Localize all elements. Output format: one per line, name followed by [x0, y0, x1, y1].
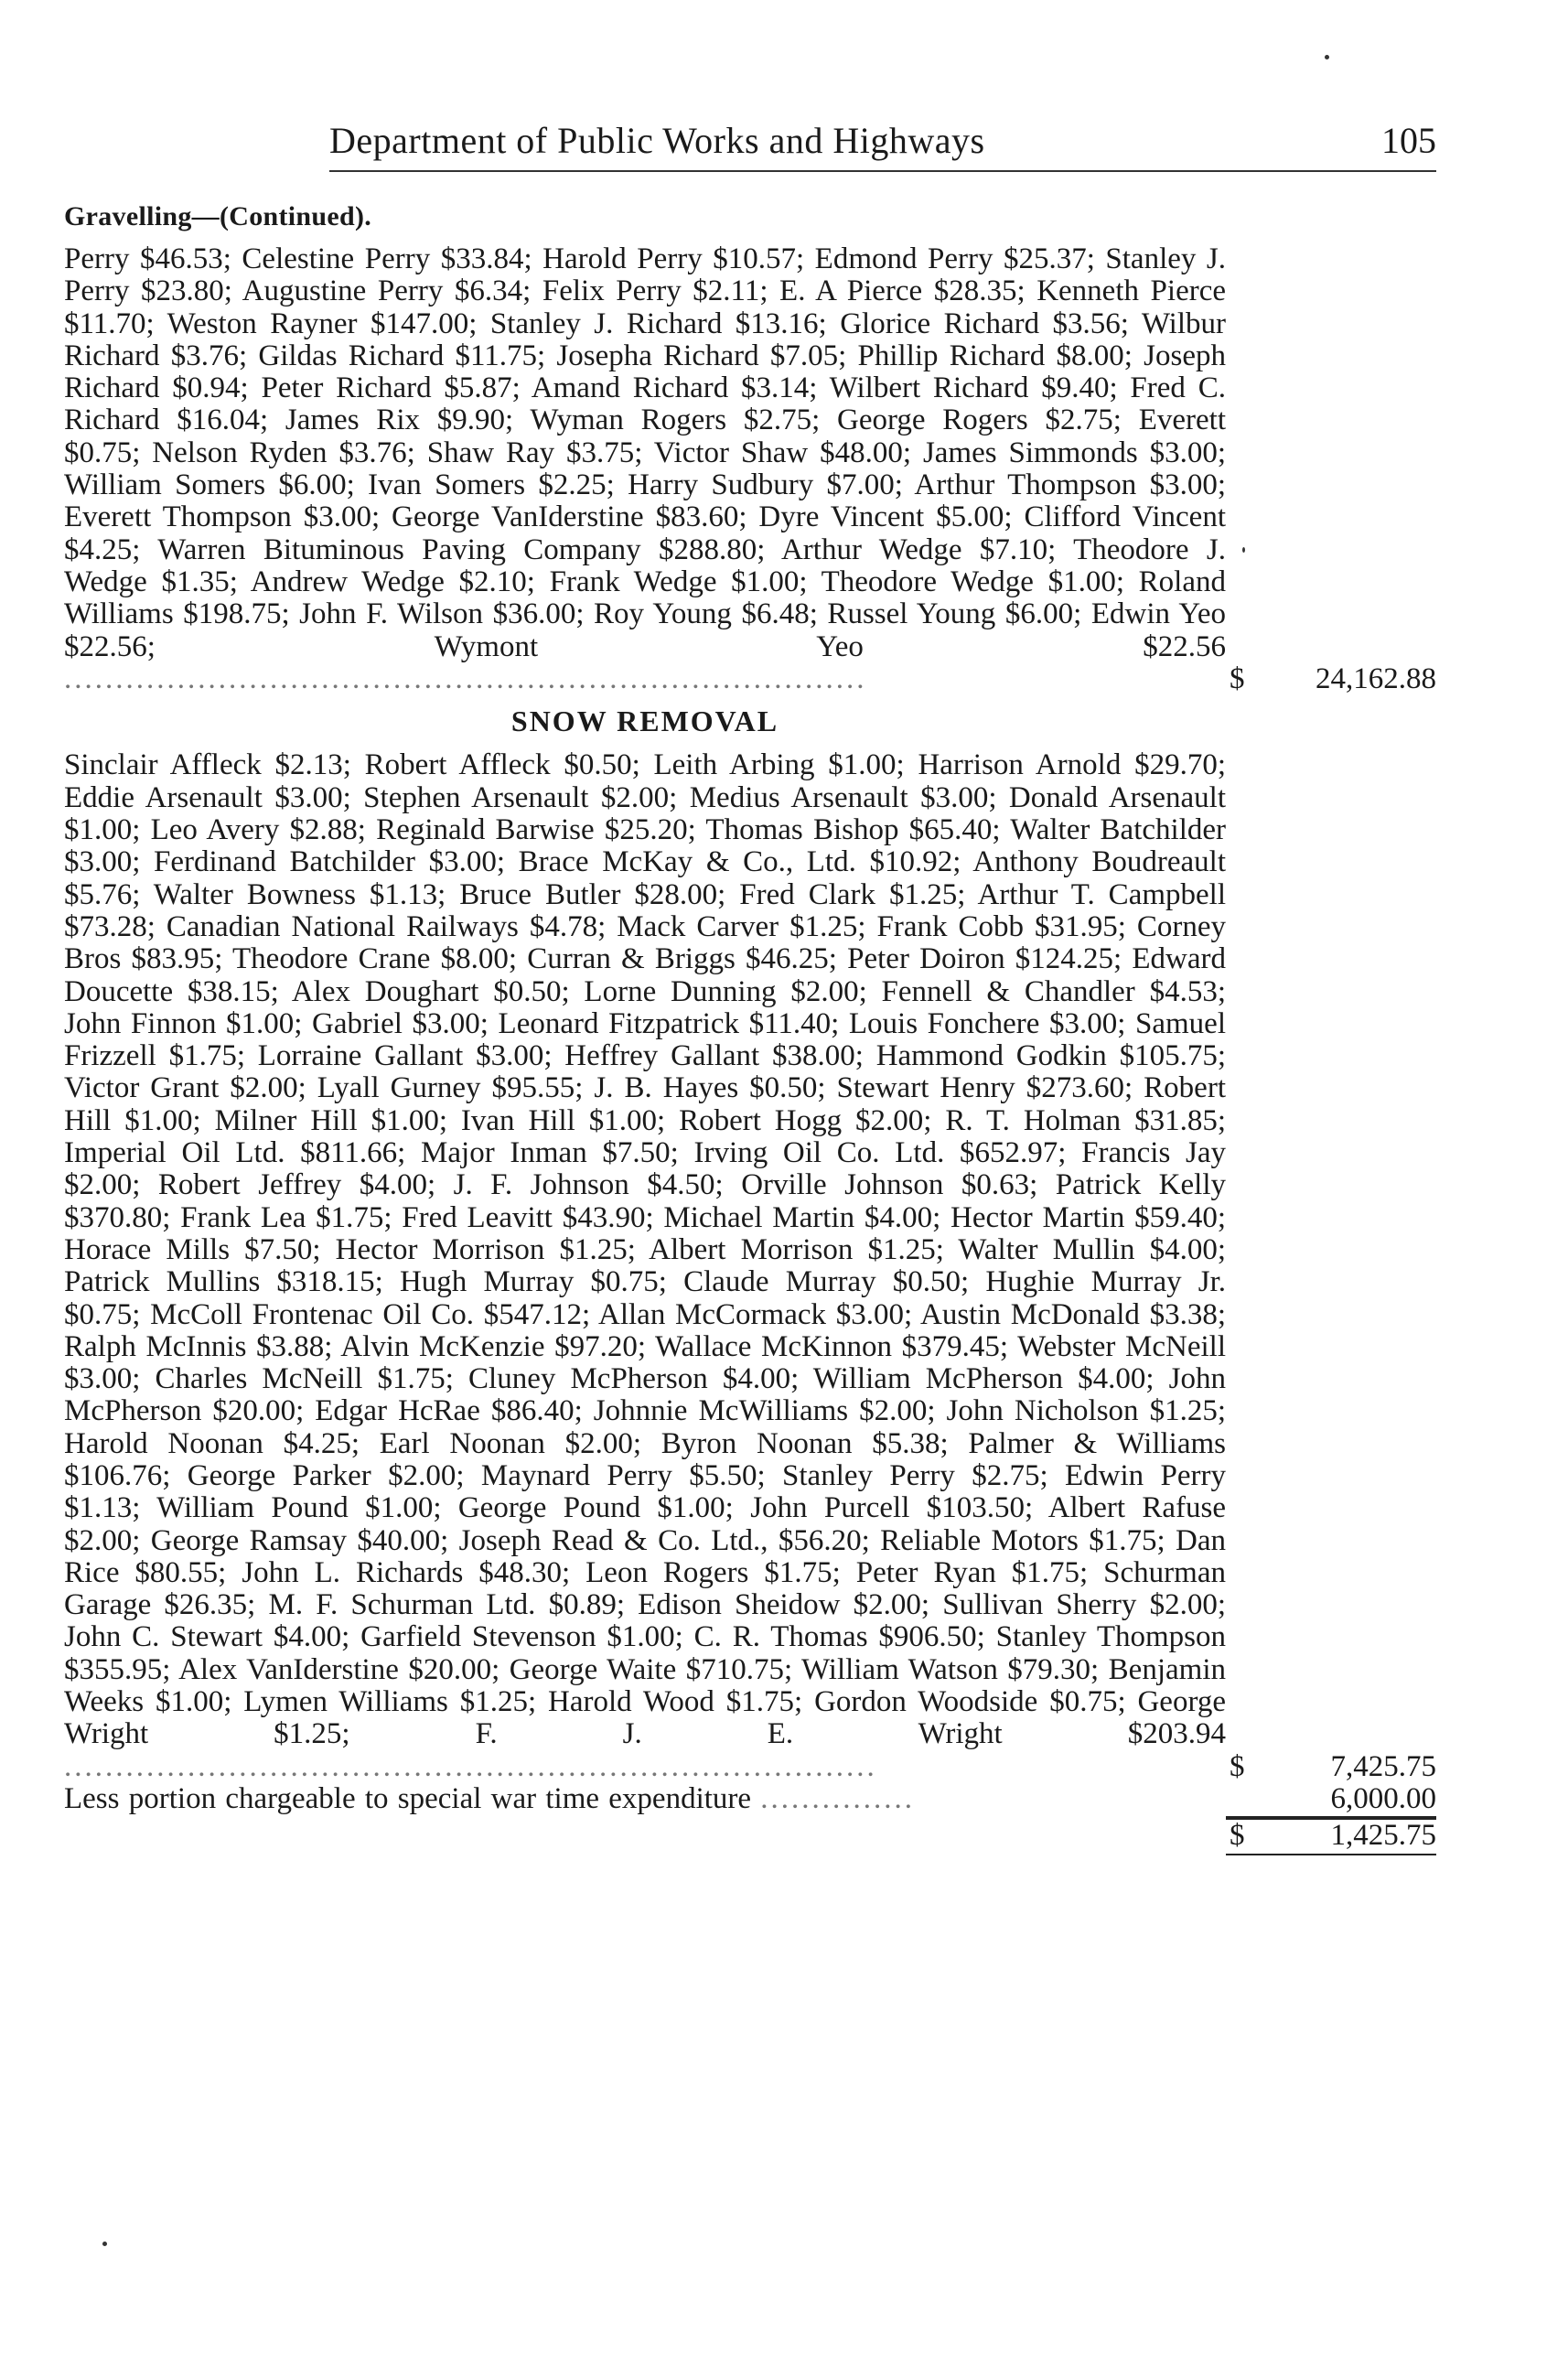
- running-title: Department of Public Works and Highways: [329, 120, 985, 161]
- less-portion-amount: [1226, 1783, 1436, 1817]
- net-total-amount: 1,425.75: [1330, 1818, 1436, 1852]
- gravelling-total: [1226, 663, 1436, 695]
- net-total-row: [64, 1818, 1436, 1855]
- snow-removal-text: [64, 749, 1226, 1783]
- currency-symbol: $: [1230, 1749, 1245, 1783]
- snow-removal-entry: [64, 749, 1436, 1783]
- print-speck: [102, 2242, 107, 2246]
- less-portion-row: [64, 1783, 1436, 1817]
- gravelling-heading: Gravelling—(Continued).: [64, 201, 372, 231]
- page-number: 105: [1381, 120, 1436, 161]
- snow-removal-total-amount: 7,425.75: [1330, 1749, 1436, 1783]
- snow-removal-total: [1226, 1751, 1436, 1783]
- snow-removal-total-row: [64, 1751, 1436, 1783]
- dot-leader: ..............................................................................: [64, 661, 867, 695]
- gravelling-text: [64, 243, 1226, 695]
- snow-removal-heading: SNOW REMOVAL: [510, 704, 779, 738]
- less-portion-value: 6,000.00: [1330, 1782, 1436, 1816]
- gravelling-total-row: [64, 663, 1436, 695]
- currency-symbol: $: [1230, 662, 1245, 696]
- less-portion-label: Less portion chargeable to special war time expenditure: [64, 1782, 752, 1816]
- net-total: [1226, 1818, 1436, 1855]
- currency-symbol: $: [1230, 1818, 1245, 1852]
- gravelling-entry: [64, 243, 1436, 695]
- dot-leader: ...............................................................................: [64, 1749, 877, 1783]
- document-page: [64, 110, 1436, 1855]
- print-speck: [1325, 55, 1329, 59]
- page-header: [64, 110, 1436, 165]
- gravelling-payees: Perry $46.53; Celestine Perry $33.84; Harold Perry $10.57; Edmond Perry $25.37; Stanley J. Perry $23.80; Augustine Perry $6.34; Felix Perry $2.11; E. A Pierce $28.35; Kenneth Pierce $11.70; Weston Rayner $147.00; Stanley J. Richard $13.16; Glorice Richard $3.56; Wilbur Richard $3.76; Gildas Richard $11.75; Josepha Richard $7.05; Phillip Richard $8.00; Joseph Richard $0.94; Peter Richard $5.87; Amand Richard $3.14; Wilbert Richard $9.40; Fred C. Richard $16.04; James Rix $9.90; Wyman Rogers $2.75; George Rogers $2.75; Everett $0.75; Nelson Ryden $3.76; Shaw Ray $3.75; Victor Shaw $48.00; James Simmonds $3.00; William Somers $6.00; Ivan Somers $2.25; Harry Sudbury $7.00; Arthur Thompson $3.00; Everett Thompson $3.00; George VanIderstine $83.60; Dyre Vincent $5.00; Clifford Vincent $4.25; Warren Bituminous Paving Company $288.80; Arthur Wedge $7.10; Theodore J. Wedge $1.35; Andrew Wedge $2.10; Frank Wedge $1.00; Theodore Wedge $1.00; Roland Williams $198.75; John F. Wilson $36.00; Roy Young $6.48; Russel Young $6.00; Edwin Yeo $22.56; Wymont Yeo $22.56: [64, 242, 1226, 663]
- gravelling-total-amount: 24,162.88: [1316, 662, 1436, 696]
- snow-removal-payees: Sinclair Affleck $2.13; Robert Affleck $0.50; Leith Arbing $1.00; Harrison Arnold $29.70; Eddie Arsenault $3.00; Stephen Arsenault $2.00; Medius Arsenault $3.00; Donald Arsenault $1.00; Leo Avery $2.88; Reginald Barwise $25.20; Thomas Bishop $65.40; Walter Batchilder $3.00; Ferdinand Batchilder $3.00; Brace McKay & Co., Ltd. $10.92; Anthony Boudreault $5.76; Walter Bowness $1.13; Bruce Butler $28.00; Fred Clark $1.25; Arthur T. Campbell $73.28; Canadian National Railways $4.78; Mack Carver $1.25; Frank Cobb $31.95; Corney Bros $83.95; Theodore Crane $8.00; Curran & Briggs $46.25; Peter Doiron $124.25; Edward Doucette $38.15; Alex Doughart $0.50; Lorne Dunning $2.00; Fennell & Chandler $4.53; John Finnon $1.00; Gabriel $3.00; Leonard Fitzpatrick $11.40; Louis Fonchere $3.00; Samuel Frizzell $1.75; Lorraine Gallant $3.00; Heffrey Gallant $38.00; Hammond Godkin $105.75; Victor Grant $2.00; Lyall Gurney $95.55; J. B. Hayes $0.50; Stewart Henry $273.60; Robert Hill $1.00; Milner Hill $1.00; Ivan Hill $1.00; Robert Hogg $2.00; R. T. Holman $31.85; Imperial Oil Ltd. $811.66; Major Inman $7.50; Irving Oil Co. Ltd. $652.97; Francis Jay $2.00; Robert Jeffrey $4.00; J. F. Johnson $4.50; Orville Johnson $0.63; Patrick Kelly $370.80; Frank Lea $1.75; Fred Leavitt $43.90; Michael Martin $4.00; Hector Martin $59.40; Horace Mills $7.50; Hector Morrison $1.25; Albert Morrison $1.25; Walter Mullin $4.00; Patrick Mullins $318.15; Hugh Murray $0.75; Claude Murray $0.50; Hughie Murray Jr. $0.75; McColl Frontenac Oil Co. $547.12; Allan McCormack $3.00; Austin McDonald $3.38; Ralph McInnis $3.88; Alvin McKenzie $97.20; Wallace McKinnon $379.45; Webster McNeill $3.00; Charles McNeill $1.75; Cluney McPherson $4.00; William McPherson $4.00; John McPherson $20.00; Edgar HcRae $86.40; Johnnie McWilliams $2.00; John Nicholson $1.25; Harold Noonan $4.25; Earl Noonan $2.00; Byron Noonan $5.38; Palmer & Williams $106.76; George Parker $2.00; Maynard Perry $5.50; Stanley Perry $2.75; Edwin Perry $1.13; William Pound $1.00; George Pound $1.00; John Purcell $103.50; Albert Rafuse $2.00; George Ramsay $40.00; Joseph Read & Co. Ltd., $56.20; Reliable Motors $1.75; Dan Rice $80.55; John L. Richards $48.30; Leon Rogers $1.75; Peter Ryan $1.75; Schurman Garage $26.35; M. F. Schurman Ltd. $0.89; Edison Sheidow $2.00; Sullivan Sherry $2.00; John C. Stewart $4.00; Garfield Stevenson $1.00; C. R. Thomas $906.50; Stanley Thompson $355.95; Alex VanIderstine $20.00; George Waite $710.75; William Watson $79.30; Benjamin Weeks $1.00; Lymen Williams $1.25; Harold Wood $1.75; Gordon Woodside $0.75; George Wright $1.25; F. J. E. Wright $203.94: [64, 748, 1226, 1751]
- header-rule: [329, 170, 1436, 172]
- dot-leader: ...............: [760, 1782, 916, 1816]
